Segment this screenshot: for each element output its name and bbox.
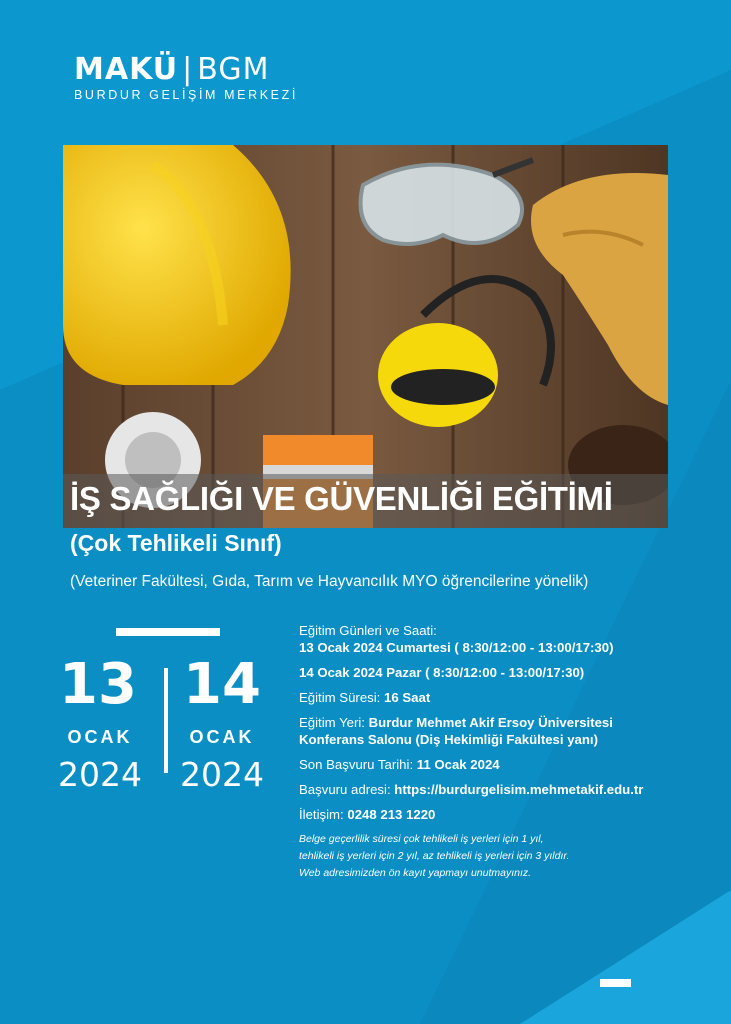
info-block (299, 622, 643, 882)
event-title: İŞ SAĞLIĞI VE GÜVENLİĞİ EĞİTİMİ (70, 480, 613, 517)
footer-mark (600, 979, 631, 987)
goggles-icon (361, 160, 534, 244)
place-value-2: Konferans Salonu (Diş Hekimliği Fakültesi yanı) (299, 732, 598, 747)
address-link[interactable]: https://burdurgelisim.mehmetakif.edu.tr (394, 782, 644, 797)
safety-equipment-illustration (63, 145, 668, 528)
safety-equipment-photo (63, 145, 668, 528)
day1-schedule: 13 Ocak 2024 Cumartesi ( 8:30/12:00 - 13:00/17:30) (299, 640, 614, 655)
logo (74, 54, 298, 102)
note-line-1: Belge geçerlilik süresi çok tehlikeli iş yerleri için 1 yıl, (299, 833, 544, 845)
logo-subtitle: BURDUR GELİŞİM MERKEZİ (74, 88, 298, 102)
event-subtitle: (Çok Tehlikeli Sınıf) (70, 530, 282, 556)
date-day-2: 14 (183, 652, 261, 717)
duration-label: Eğitim Süresi: (299, 690, 381, 705)
date-day-1: 13 (59, 652, 137, 717)
date-month-1: OCAK (67, 727, 133, 747)
date-year-1: 2024 (58, 755, 142, 794)
place-value-1: Burdur Mehmet Akif Ersoy Üniversitesi (368, 715, 613, 730)
address-label: Başvuru adresi: (299, 782, 391, 797)
date-year-2: 2024 (180, 755, 264, 794)
duration-value: 16 Saat (384, 690, 431, 705)
audience-text: (Veteriner Fakültesi, Gıda, Tarım ve Hayvancılık MYO öğrencilerine yönelik) (70, 573, 589, 590)
place-label: Eğitim Yeri: (299, 715, 365, 730)
days-label: Eğitim Günleri ve Saati: (299, 623, 437, 638)
contact-phone[interactable]: 0248 213 1220 (347, 807, 436, 822)
day2-schedule: 14 Ocak 2024 Pazar ( 8:30/12:00 - 13:00/17:30) (299, 665, 585, 680)
contact-label: İletişim: (299, 807, 344, 822)
date-top-bar (116, 628, 220, 636)
deadline-value: 11 Ocak 2024 (416, 757, 500, 772)
deadline-label: Son Başvuru Tarihi: (299, 757, 414, 772)
logo-divider: | (182, 52, 194, 87)
note-line-3: Web adresimizden ön kayıt yapmayı unutmayınız. (299, 867, 532, 879)
note-line-2: tehlikeli iş yerleri için 2 yıl, az tehlikeli iş yerleri için 3 yıldır. (299, 850, 570, 862)
helmet-icon (63, 145, 291, 385)
logo-brand: MAKÜ (74, 52, 179, 87)
date-month-2: OCAK (189, 727, 255, 747)
logo-unit: BGM (197, 52, 270, 87)
